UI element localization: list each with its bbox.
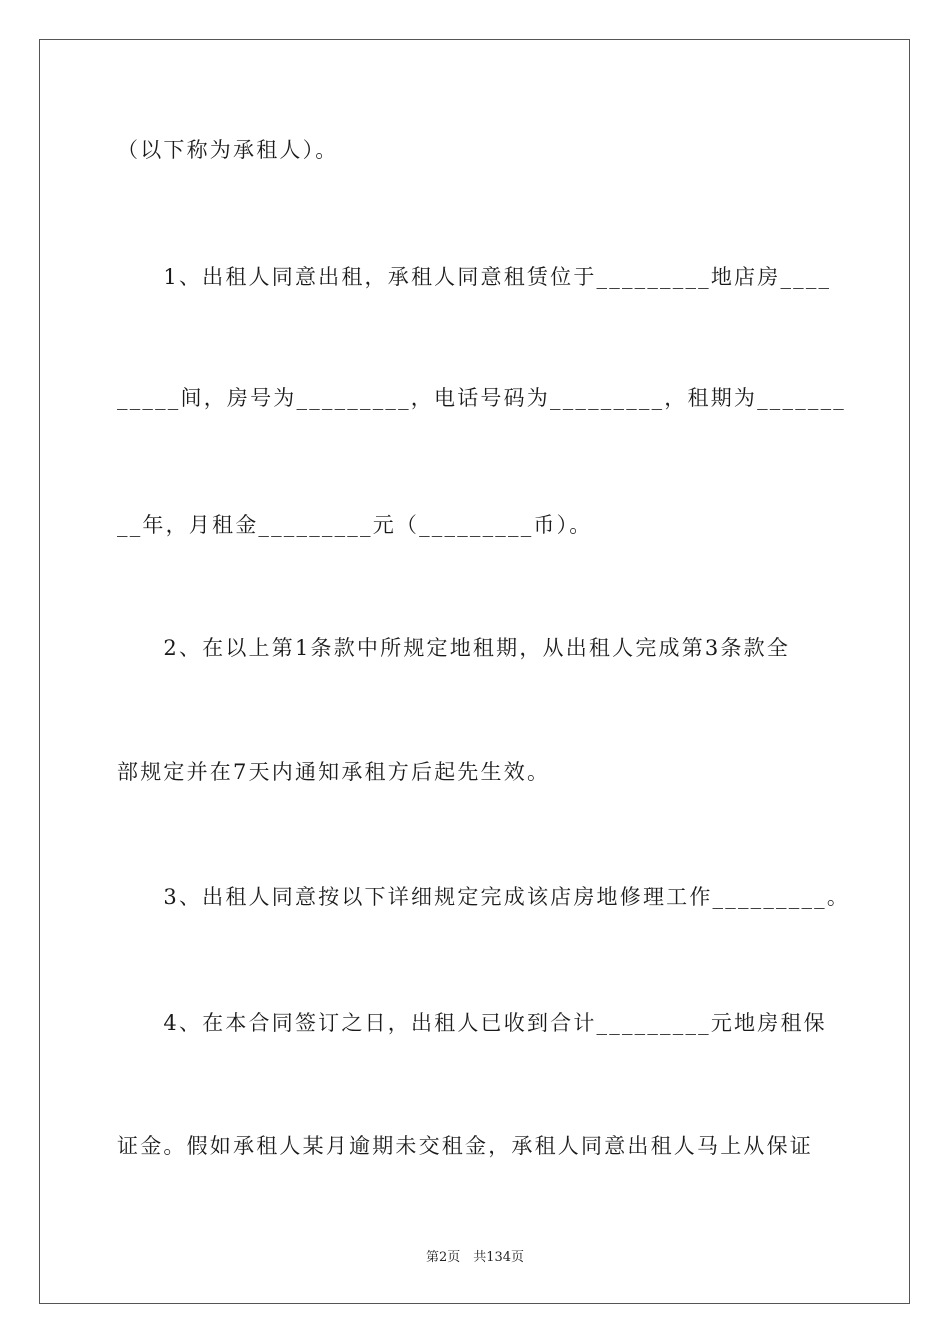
text-line: 3、出租人同意按以下详细规定完成该店房地修理工作_________。 bbox=[117, 885, 851, 909]
text-line: _____间，房号为_________，电话号码为_________，租期为_______ bbox=[117, 386, 846, 410]
text-line: 2、在以上第1条款中所规定地租期，从出租人完成第3条款全 bbox=[117, 636, 791, 660]
page-border bbox=[39, 39, 910, 1304]
text-line: 部规定并在7天内通知承租方后起先生效。 bbox=[117, 760, 551, 784]
text-line: __年，月租金_________元（_________币）。 bbox=[117, 513, 593, 537]
text-line: 证金。假如承租人某月逾期未交租金，承租人同意出租人马上从保证 bbox=[117, 1134, 813, 1158]
text-line: 4、在本合同签订之日，出租人已收到合计_________元地房租保 bbox=[117, 1011, 827, 1035]
text-line: （以下称为承租人）。 bbox=[117, 138, 339, 162]
text-line: 1、出租人同意出租，承租人同意租赁位于_________地店房____ bbox=[117, 265, 832, 289]
page-footer: 第2页 共134页 bbox=[425, 1250, 525, 1265]
